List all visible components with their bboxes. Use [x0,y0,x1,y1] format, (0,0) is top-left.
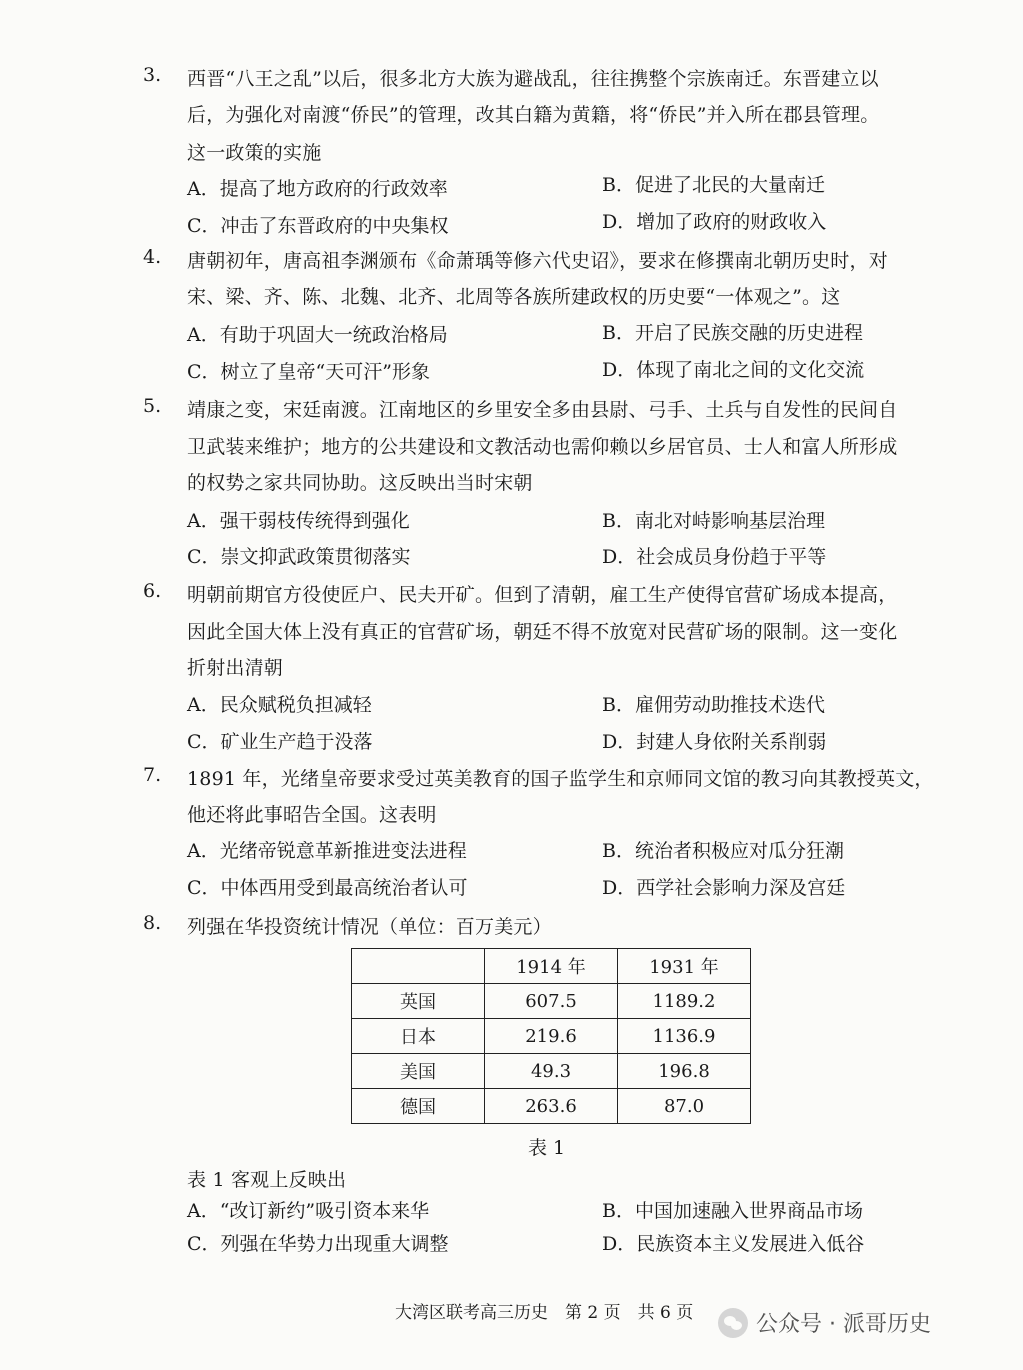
table-header-cell: 1914 年 [485,949,618,984]
table-row [352,984,751,1019]
option-d: D．增加了政府的财政收入 [602,211,827,233]
question-text-line: 西晋“八王之乱”以后，很多北方大族为避战乱，往往携整个宗族南迁。东晋建立以 [187,68,879,90]
table-cell: 49.3 [485,1054,618,1089]
table-cell: 1189.2 [618,984,751,1019]
option-d: D．体现了南北之间的文化交流 [602,359,865,381]
table-cell: 196.8 [618,1054,751,1089]
question-text-line: 卫武装来维护；地方的公共建设和文教活动也需仰赖以乡居官员、士人和富人所形成 [187,436,898,458]
question-stem: 表 1 客观上反映出 [187,1169,347,1191]
question-number: 8. [143,912,162,934]
option-c: C．矿业生产趋于没落 [187,731,373,753]
option-a: A．提高了地方政府的行政效率 [187,178,448,200]
watermark [718,1307,931,1338]
question-text-line: 明朝前期官方役使匠户、民夫开矿。但到了清朝，雇工生产使得官营矿场成本提高， [187,584,898,606]
table-header-cell [352,949,485,984]
table-cell: 219.6 [485,1019,618,1054]
page-footer: 大湾区联考高三历史 第 2 页 共 6 页 [395,1303,694,1323]
question-text-line: 因此全国大体上没有真正的官营矿场，朝廷不得不放宽对民营矿场的限制。这一变化 [187,621,898,643]
watermark-text: 公众号 · 派哥历史 [756,1312,931,1337]
option-c: C．列强在华势力出现重大调整 [187,1233,449,1255]
question-number: 3. [143,64,162,86]
option-d: D．民族资本主义发展进入低谷 [602,1233,865,1255]
option-a: A．民众赋税负担减轻 [187,694,372,716]
option-b: B．中国加速融入世界商品市场 [602,1200,863,1222]
option-a: A．“改订新约”吸引资本来华 [187,1200,430,1222]
option-c: C．中体西用受到最高统治者认可 [187,877,468,899]
question-text-line: 靖康之变，宋廷南渡。江南地区的乡里安全多由县尉、弓手、土兵与自发性的民间自 [187,399,898,421]
option-b: B．统治者积极应对瓜分狂潮 [602,840,844,862]
question-number: 7. [143,764,162,786]
option-d: D．封建人身依附关系削弱 [602,731,827,753]
question-text-line: 列强在华投资统计情况（单位：百万美元） [187,916,552,938]
table-cell: 1136.9 [618,1019,751,1054]
option-d: D．西学社会影响力深及宫廷 [602,877,846,899]
option-a: A．强干弱枝传统得到强化 [187,510,410,532]
table-row [352,1054,751,1089]
table-cell: 87.0 [618,1089,751,1124]
question-text-line: 折射出清朝 [187,657,284,679]
option-b: B．雇佣劳动助推技术迭代 [602,694,825,716]
question-text-line: 1891 年，光绪皇帝要求受过英美教育的国子监学生和京师同文馆的教习向其教授英文， [187,768,934,790]
question-text-line: 唐朝初年，唐高祖李渊颁布《命萧瑀等修六代史诏》，要求在修撰南北朝历史时，对 [187,250,888,272]
question-number: 4. [143,246,162,268]
question-text-line: 他还将此事昭告全国。这表明 [187,804,437,826]
option-d: D．社会成员身份趋于平等 [602,546,827,568]
table-cell: 日本 [352,1019,485,1054]
table-caption: 表 1 [528,1137,566,1159]
question-text-line: 的权势之家共同协助。这反映出当时宋朝 [187,472,533,494]
table-header-row [352,949,751,984]
table-cell: 美国 [352,1054,485,1089]
table-header-cell: 1931 年 [618,949,751,984]
table-row [352,1019,751,1054]
table-row [352,1089,751,1124]
question-number: 5. [143,395,162,417]
option-b: B．南北对峙影响基层治理 [602,510,825,532]
table-cell: 263.6 [485,1089,618,1124]
question-text-line: 宋、梁、齐、陈、北魏、北齐、北周等各族所建政权的历史要“一体观之”。这 [187,286,841,308]
question-number: 6. [143,580,162,602]
question-text-line: 后，为强化对南渡“侨民”的管理，改其白籍为黄籍，将“侨民”并入所在郡县管理。 [187,104,880,126]
option-c: C．冲击了东晋政府的中央集权 [187,215,449,237]
option-b: B．开启了民族交融的历史进程 [602,322,863,344]
option-c: C．崇文抑武政策贯彻落实 [187,546,411,568]
option-b: B．促进了北民的大量南迁 [602,174,825,196]
wechat-icon [718,1308,748,1338]
investment-table [351,948,751,1124]
table-cell: 德国 [352,1089,485,1124]
option-c: C．树立了皇帝“天可汗”形象 [187,361,430,383]
question-text-line: 这一政策的实施 [187,142,322,164]
table-cell: 英国 [352,984,485,1019]
option-a: A．有助于巩固大一统政治格局 [187,324,448,346]
option-a: A．光绪帝锐意革新推进变法进程 [187,840,467,862]
table-cell: 607.5 [485,984,618,1019]
